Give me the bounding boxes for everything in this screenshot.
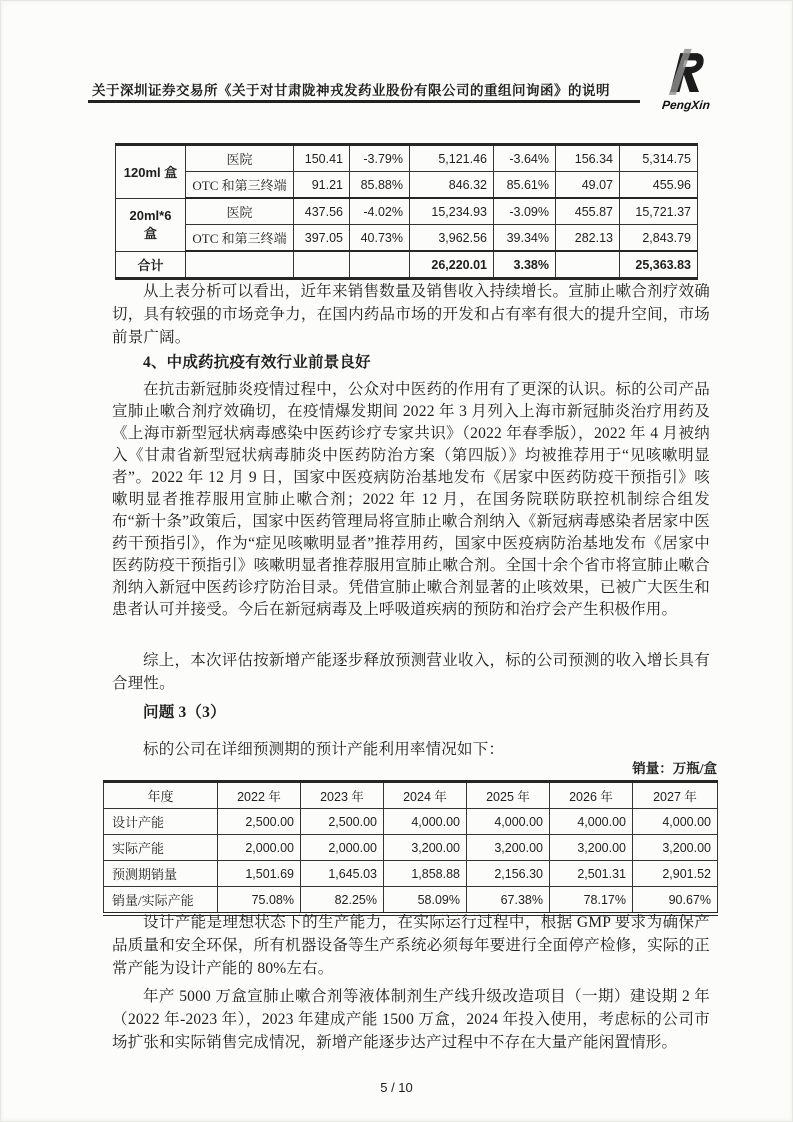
total-label-cell: 合计 — [116, 251, 186, 279]
value-cell: 2,000.00 — [301, 835, 384, 861]
value-cell: 437.56 — [294, 198, 350, 225]
table-header-row — [104, 782, 718, 809]
paragraph-summary: 综上，本次评估按新增产能逐步释放预测营业收入，标的公司预测的收入增长具有合理性。 — [112, 652, 710, 692]
pengxin-r-icon — [663, 48, 709, 100]
value-cell: 150.41 — [294, 145, 350, 172]
value-cell: 78.17% — [550, 887, 633, 915]
value-cell: -4.02% — [350, 198, 410, 225]
value-cell: 3,200.00 — [550, 835, 633, 861]
value-cell: 58.09% — [384, 887, 467, 915]
header-rule — [88, 100, 640, 103]
value-cell: 67.38% — [467, 887, 550, 915]
value-cell: 4,000.00 — [550, 809, 633, 835]
table-row — [104, 835, 718, 861]
label-cell: 预测期销量 — [104, 861, 218, 887]
value-cell: 3,200.00 — [467, 835, 550, 861]
channel-cell: 医院 — [186, 145, 294, 172]
channel-cell: OTC 和第三终端 — [186, 172, 294, 199]
value-cell: 40.73% — [350, 225, 410, 252]
header-cell: 年度 — [104, 782, 218, 809]
value-cell: 4,000.00 — [467, 809, 550, 835]
value-cell: 90.67% — [633, 887, 718, 915]
value-cell: 82.25% — [301, 887, 384, 915]
value-cell: 1,501.69 — [218, 861, 301, 887]
value-cell: -3.79% — [350, 145, 410, 172]
value-cell: 39.34% — [494, 225, 556, 252]
header-cell: 2027 年 — [633, 782, 718, 809]
value-cell: 455.96 — [620, 172, 698, 199]
value-cell: 2,500.00 — [301, 809, 384, 835]
value-cell — [556, 251, 620, 279]
value-cell: 2,501.31 — [550, 861, 633, 887]
total-value-cell: 3.38% — [494, 251, 556, 279]
table-row — [104, 887, 718, 915]
table-row — [104, 861, 718, 887]
value-cell: 91.21 — [294, 172, 350, 199]
table-row — [104, 809, 718, 835]
value-cell: 1,645.03 — [301, 861, 384, 887]
header-cell: 2023 年 — [301, 782, 384, 809]
capacity-table — [103, 780, 718, 916]
channel-cell: OTC 和第三终端 — [186, 225, 294, 252]
header-cell: 2025 年 — [467, 782, 550, 809]
value-cell: 5,121.46 — [410, 145, 494, 172]
value-cell: 85.61% — [494, 172, 556, 199]
paragraph-covid: 在抗击新冠肺炎疫情过程中，公众对中医药的作用有了更深的认识。标的公司产品宣肺止嗽合剂疗效确切，在疫情爆发期间 2022 年 3 月列入上海市新冠肺炎治疗用药及《上海市新型冠状病毒感染中医药诊疗专家共识》（2022 年春季版），2022 年 4 月被纳入《甘肃省新型冠状病毒肺炎中医药防治方案（第四版）》均被推荐用于“见咳嗽明显者”。2022 年 12 月 9 日，国家中医疫病防治基地发布《居家中医药防疫干预指引》咳嗽明显者推荐服用宣肺止嗽合剂；2022 年 12 月，在国务院联防联控机制综合组发布“新十条”政策后，国家中医药管理局将宣肺止嗽合剂纳入《新冠病毒感染者居家中医药干预指引》，作为“症见咳嗽明显者”推荐用药，国家中医疫病防治基地发布《居家中医药防疫干预指引》咳嗽明显者推荐服用宣肺止嗽合剂。全国十余个省市将宣肺止嗽合剂纳入新冠中医药诊疗防治目录。凭借宣肺止嗽合剂显著的止咳效果，已被广大医生和患者认可并接受。今后在新冠病毒及上呼吸道疾病的预防和治疗会产生积极作用。 — [112, 381, 710, 618]
value-cell: 15,234.93 — [410, 198, 494, 225]
value-cell: 85.88% — [350, 172, 410, 199]
value-cell — [186, 251, 294, 279]
paragraph-capacity-intro: 标的公司在详细预测期的预计产能利用率情况如下： — [143, 741, 505, 758]
header-cell: 2024 年 — [384, 782, 467, 809]
value-cell: 282.13 — [556, 225, 620, 252]
value-cell: 3,962.56 — [410, 225, 494, 252]
channel-cell: 医院 — [186, 198, 294, 225]
value-cell — [350, 251, 410, 279]
pengxin-logo — [650, 48, 722, 112]
value-cell: 15,721.37 — [620, 198, 698, 225]
spec-cell: 120ml 盒 — [116, 145, 186, 199]
section-heading-4: 4、中成药抗疫有效行业前景良好 — [143, 354, 371, 371]
unit-label: 销量：万瓶/盒 — [632, 761, 717, 776]
label-cell: 销量/实际产能 — [104, 887, 218, 915]
value-cell: 156.34 — [556, 145, 620, 172]
value-cell: 49.07 — [556, 172, 620, 199]
label-cell: 设计产能 — [104, 809, 218, 835]
table-row — [116, 198, 698, 225]
sales-table — [115, 143, 698, 280]
value-cell: -3.09% — [494, 198, 556, 225]
total-value-cell: 26,220.01 — [410, 251, 494, 279]
value-cell: 2,901.52 — [633, 861, 718, 887]
label-cell: 实际产能 — [104, 835, 218, 861]
paragraph-design-capacity: 设计产能是理想状态下的生产能力，在实际运行过程中，根据 GMP 要求为确保产品质量和安全环保，所有机器设备等生产系统必须每年要进行全面停产检修，实际的正常产能为设计产能的 80%左右。 — [112, 914, 710, 977]
table-row — [116, 145, 698, 172]
value-cell: 846.32 — [410, 172, 494, 199]
value-cell: 4,000.00 — [384, 809, 467, 835]
header-cell: 2026 年 — [550, 782, 633, 809]
value-cell: 455.87 — [556, 198, 620, 225]
total-value-cell: 25,363.83 — [620, 251, 698, 279]
paragraph-project: 年产 5000 万盒宣肺止嗽合剂等液体制剂生产线升级改造项目（一期）建设期 2 年（2022 年-2023 年），2023 年建成产能 1500 万盒，2024 年投入使用，考虑标的公司市场扩张和实际销售完成情况，新增产能逐步达产过程中不存在大量产能闲置情形。 — [112, 988, 710, 1051]
value-cell: 397.05 — [294, 225, 350, 252]
value-cell: 2,000.00 — [218, 835, 301, 861]
value-cell: 5,314.75 — [620, 145, 698, 172]
spec-cell: 20ml*6 盒 — [116, 198, 186, 251]
value-cell: 2,156.30 — [467, 861, 550, 887]
value-cell: 2,843.79 — [620, 225, 698, 252]
header-title: 关于深圳证券交易所《关于对甘肃陇神戎发药业股份有限公司的重组问询函》的说明 — [92, 83, 610, 98]
table-row — [116, 172, 698, 199]
table-row — [116, 225, 698, 252]
page-number: 5 / 10 — [380, 1080, 413, 1095]
table-total-row — [116, 251, 698, 279]
value-cell: 3,200.00 — [384, 835, 467, 861]
question-heading: 问题 3（3） — [143, 704, 226, 721]
header-cell: 2022 年 — [218, 782, 301, 809]
value-cell — [294, 251, 350, 279]
pengxin-wordmark: PengXin — [661, 98, 711, 112]
value-cell: -3.64% — [494, 145, 556, 172]
value-cell: 4,000.00 — [633, 809, 718, 835]
value-cell: 75.08% — [218, 887, 301, 915]
value-cell: 1,858.88 — [384, 861, 467, 887]
value-cell: 2,500.00 — [218, 809, 301, 835]
value-cell: 3,200.00 — [633, 835, 718, 861]
paragraph-sales-analysis: 从上表分析可以看出，近年来销售数量及销售收入持续增长。宣肺止嗽合剂疗效确切，具有较强的市场竞争力，在国内药品市场的开发和占有率有很大的提升空间，市场前景广阔。 — [112, 283, 710, 346]
